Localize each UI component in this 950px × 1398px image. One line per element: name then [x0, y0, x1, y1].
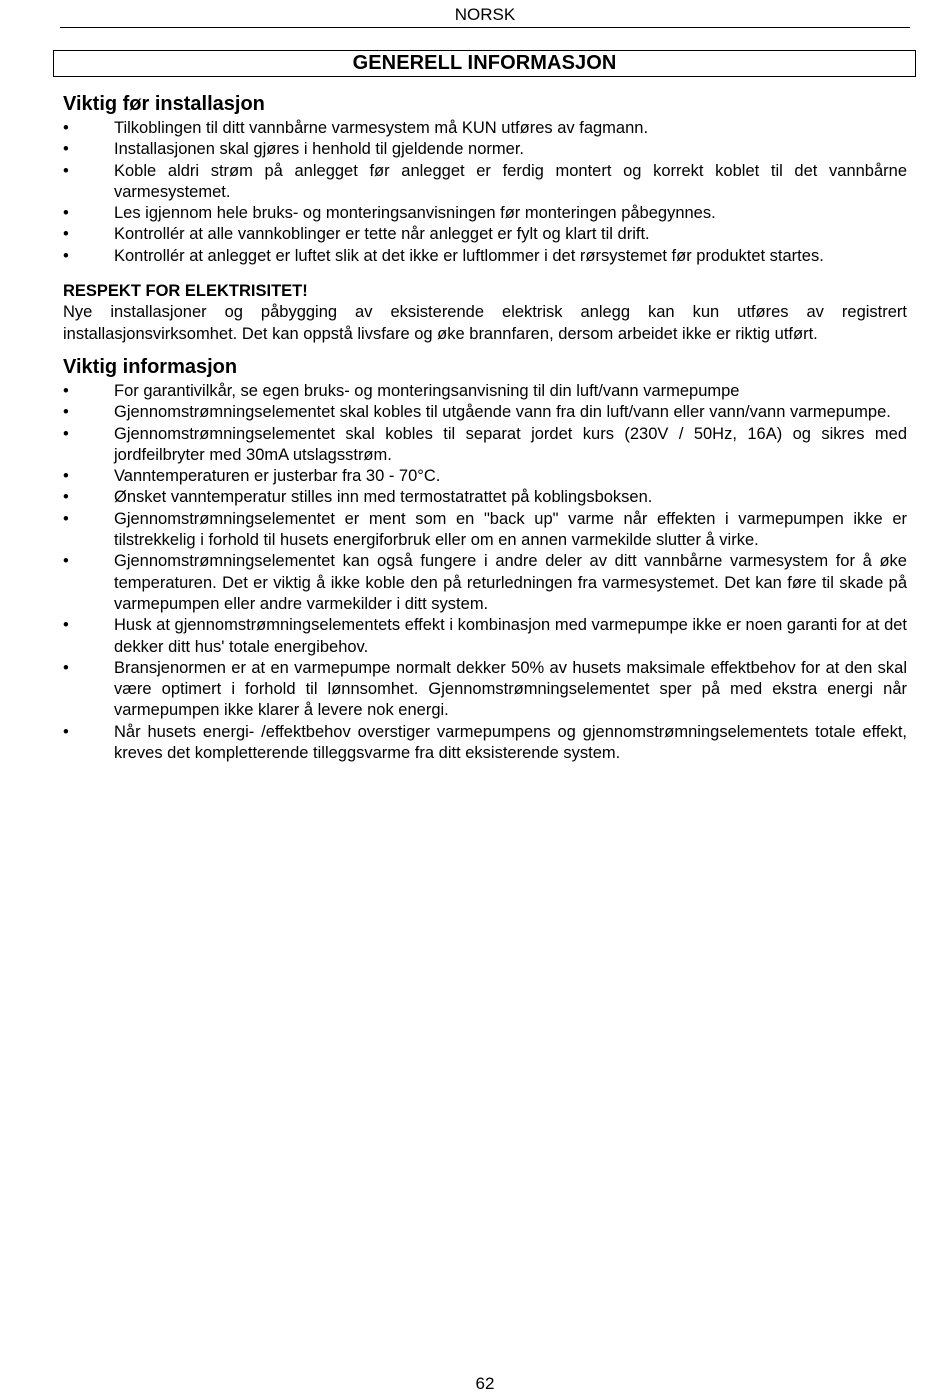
list-item [63, 139, 907, 160]
list-item-text: Når husets energi- /effektbehov overstiger varmepumpens og gjennomstrømningselementets totale effekt, kreves det kompletterende tilleggsvarme fra ditt eksisterende system. [114, 722, 907, 763]
list-item [63, 615, 907, 658]
list-item-text: Vanntemperaturen er justerbar fra 30 - 70°C. [114, 467, 441, 486]
list-item [63, 658, 907, 722]
bullet-icon: • [63, 381, 69, 400]
list-item-text: Husk at gjennomstrømningselementets effekt i kombinasjon med varmepumpe ikke er noen garanti for at det dekker ditt hus' totale energibehov. [114, 616, 908, 656]
header-divider [60, 27, 910, 28]
bullet-icon: • [63, 424, 69, 443]
section-heading-before-installation: Viktig før installasjon [63, 93, 265, 115]
bullet-icon: • [63, 140, 69, 159]
list-item-text: Bransjenormen er at en varmepumpe normalt dekker 50% av husets maksimale effektbehov for at den skal være optimert i forhold til lønnsomhet. Gjennomstrømningselementet sper på med ekstra energi når varmepumpen ikke klarer å levere nok energi. [114, 658, 907, 720]
important-information-list [63, 381, 907, 764]
page-content [63, 90, 907, 764]
list-item-text: For garantivilkår, se egen bruks- og monteringsanvisning til din luft/vann varmepumpe [114, 381, 740, 400]
bullet-icon: • [63, 616, 69, 635]
list-item-text: Gjennomstrømningselementet skal kobles til separat jordet kurs (230V / 50Hz, 16A) og sikres med jordfeilbryter med 30mA utslagsstrøm. [114, 424, 907, 464]
list-item-text: Ønsket vanntemperatur stilles inn med termostatrattet på koblingsboksen. [114, 488, 653, 507]
bullet-icon: • [63, 552, 69, 571]
page-title: GENERELL INFORMASJON [352, 52, 617, 74]
bullet-icon: • [63, 658, 69, 677]
list-item-text: Kontrollér at anlegget er luftet slik at det ikke er luftlommer i det rørsystemet før produktet startes. [114, 246, 824, 265]
list-item [63, 509, 907, 552]
bullet-icon: • [63, 722, 69, 741]
page-header-language: NORSK [454, 5, 516, 24]
list-item [63, 224, 907, 245]
bullet-icon: • [63, 467, 69, 486]
list-item [63, 246, 907, 267]
bullet-icon: • [63, 246, 69, 265]
bullet-icon: • [63, 119, 69, 137]
electricity-warning-title: RESPEKT FOR ELEKTRISITET! [63, 282, 308, 301]
list-item [63, 118, 907, 139]
list-item-text: Tilkoblingen til ditt vannbårne varmesystem må KUN utføres av fagmann. [114, 119, 649, 137]
list-item-text: Koble aldri strøm på anlegget før anlegget er ferdig montert og korrekt koblet til det vannbårne varmesystemet. [114, 161, 907, 201]
before-installation-list [63, 118, 907, 267]
list-item [63, 424, 907, 467]
list-item-text: Gjennomstrømningselementet skal kobles til utgående vann fra din luft/vann eller vann/vann varmepumpe. [114, 403, 891, 422]
bullet-icon: • [63, 488, 69, 507]
bullet-icon: • [63, 509, 69, 528]
electricity-warning-text: Nye installasjoner og påbygging av eksisterende elektrisk anlegg kan kun utføres av registrert installasjonsvirksomhet. Det kan oppstå livsfare og øke brannfaren, dersom arbeidet ikke er riktig utført. [63, 303, 907, 343]
list-item [63, 203, 907, 224]
list-item [63, 487, 907, 508]
list-item-text: Gjennomstrømningselementet er ment som en "back up" varme når effekten i varmepumpen ikke er tilstrekkelig i forhold til husets energiforbruk eller om en annen varmekilde slutter å virke. [114, 509, 907, 550]
list-item-text: Kontrollér at alle vannkoblinger er tette når anlegget er fylt og klart til drift. [114, 225, 650, 244]
page-number: 62 [475, 1374, 495, 1393]
bullet-icon: • [63, 161, 69, 180]
section-heading-important-information: Viktig informasjon [63, 355, 238, 378]
bullet-icon: • [63, 225, 69, 244]
list-item [63, 402, 907, 423]
list-item [63, 466, 907, 487]
bullet-icon: • [63, 204, 69, 223]
list-item-text: Installasjonen skal gjøres i henhold til gjeldende normer. [114, 140, 524, 159]
list-item-text: Gjennomstrømningselementet kan også fungere i andre deler av ditt vannbårne varmesystem for å øke temperaturen. Det er viktig å ikke koble den på returledningen fra varmesystemet. Det kan føre til skade på varmepumpen eller andre varmekilder i ditt system. [114, 552, 907, 613]
list-item-text: Les igjennom hele bruks- og monteringsanvisningen før monteringen påbegynnes. [114, 204, 716, 223]
title-box [53, 50, 916, 77]
list-item [63, 551, 907, 615]
bullet-icon: • [63, 403, 69, 422]
list-item [63, 381, 907, 402]
list-item [63, 161, 907, 204]
list-item [63, 722, 907, 765]
